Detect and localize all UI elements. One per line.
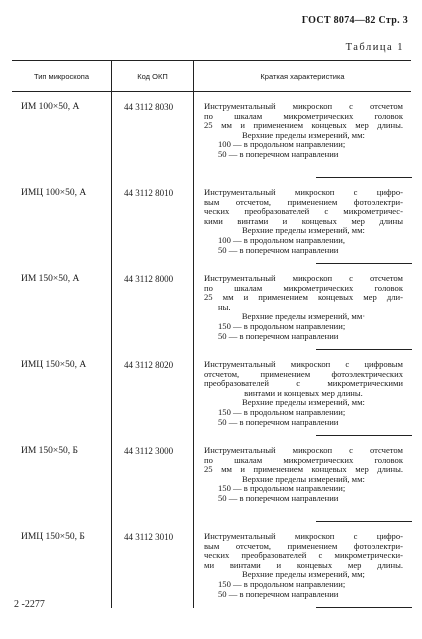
table-row [12,436,411,522]
header-type: Тип микроскопа [33,71,90,81]
description-line: 25 мм и применением концевых мер длины. [204,464,403,475]
table-row [12,178,411,264]
okp-code: 44 3112 3010 [111,522,193,608]
description-line: 50 — в поперечном направлении [218,244,339,255]
description-line: 150 — в продольном направлении; [218,320,346,331]
description-line: отсчетом, применением фотоэлектрических [204,368,403,379]
description-line: 25 мм и применением концевых мер дли- [204,292,403,303]
description-line: Верхние пределы измерений, мм: [242,473,365,484]
description-line: Верхние пределы измерений, мм· [241,311,366,322]
okp-code: 44 3112 8030 [111,92,193,178]
description [193,436,411,522]
microscope-table [12,60,411,608]
table-body [12,92,411,608]
microscope-type: ИМЦ 150×50, Б [21,532,85,542]
table-title: Таблица 1 [345,42,404,53]
header-code: Код ОКП [111,61,193,91]
description [193,522,411,608]
description-line: 100 — в продольном направлении, [218,234,346,245]
description-line: вым отсчетом, применением фотоэлектри- [204,196,403,207]
page-footer: 2 -2277 [14,599,45,610]
description-line: Верхние пределы измерений, мм: [242,225,365,236]
table-row [12,264,411,350]
okp-code: 44 3112 8010 [111,178,193,264]
description-line: ми винтами и концевых мер длины. [204,559,403,570]
description-line: преобразователей с микрометрическими [204,378,403,389]
description-line: Инструментальный микроскоп с цифро- [204,187,403,197]
description-line: по шкалам микрометрических головок [204,110,403,121]
okp-code: 44 3112 8020 [111,350,193,436]
description-line: по шкалам микрометрических головок [204,454,403,465]
description-line: 150 — в продольном направлении; [218,406,346,417]
microscope-type: ИМ 150×50, А [21,274,80,284]
microscope-type: ИМЦ 150×50, А [21,360,87,370]
okp-code: 44 3112 8000 [111,264,193,350]
description-line: 50 — в поперечном направлении [218,148,339,159]
description-line: Верхние пределы измерений, мм: [242,129,365,140]
description-line: винтами и концевых мер длины. [244,387,363,398]
description-line: 150 — в продольном направлении; [218,483,346,494]
description-line: 25 мм и применением концевых мер длины. [204,120,403,131]
description-line: по шкалам микрометрических головок [204,282,403,293]
description-line: Верхние пределы измерений, мм: [242,397,365,408]
table-row [12,350,411,436]
row-separator [316,607,412,608]
description-line: 50 — в поперечном направлении [218,492,339,503]
table-row [12,92,411,178]
okp-code: 44 3112 3000 [111,436,193,522]
description-line: 100 — в продольном направлении; [218,139,346,150]
description [193,92,411,178]
description-line: 50 — в поперечном направлении [218,588,339,599]
microscope-type: ИМ 100×50, А [21,102,80,112]
description [193,350,411,436]
description-line: ны. [218,301,231,312]
description-line: 150 — в продольном направлении; [218,578,346,589]
description-line: 50 — в поперечном направлении [218,330,339,341]
description-line: Инструментальный микроскоп с цифро- [204,531,403,541]
description-line: Инструментальный микроскоп с отсчетом [204,101,403,111]
description-line: ческих преобразователей с микрометричес- [204,206,403,217]
description [193,178,411,264]
description-line: Верхние пределы измерений, мм; [242,569,365,580]
description-line: кими винтами и концевых мер длины [204,215,403,226]
description-line: Инструментальный микроскоп с отсчетом [204,445,403,455]
description-line: вым отсчетом, применением фотоэлектри- [204,540,403,551]
table-header [12,61,411,92]
description [193,264,411,350]
microscope-type: ИМ 150×50, Б [21,446,78,456]
header-description: Краткая характеристика [193,61,411,91]
page-header: ГОСТ 8074—82 Стр. 3 [301,15,408,26]
description-line: ческих преобразователей с микрометрически- [204,550,403,561]
description-line: Инструментальный микроскоп с отсчетом [204,273,403,283]
table-row [12,522,411,608]
description-line: Инструментальный микроскоп с цифровым [204,359,403,369]
microscope-type: ИМЦ 100×50, А [21,188,87,198]
description-line: 50 — в поперечном направлении [218,416,339,427]
